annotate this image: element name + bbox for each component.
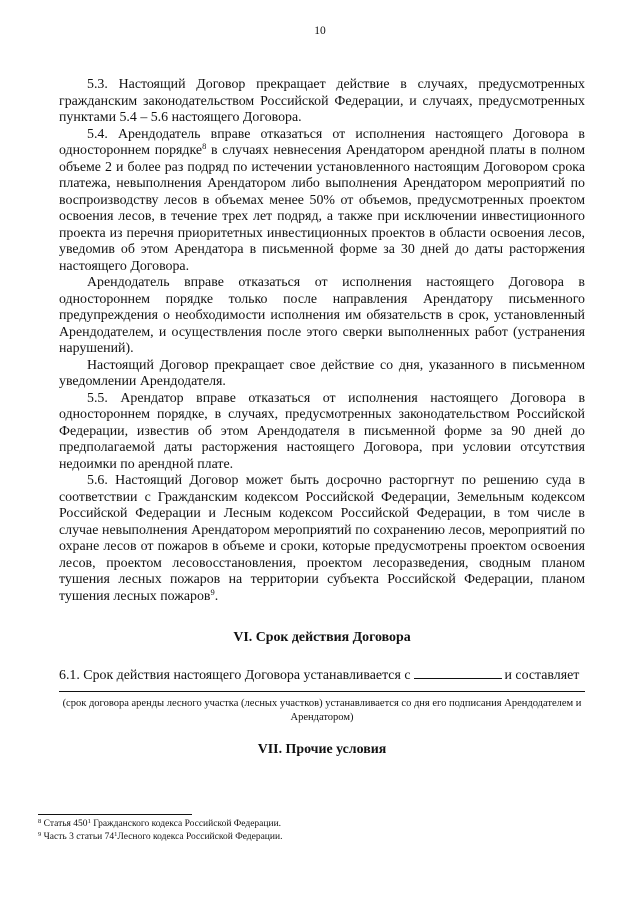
term-note: (срок договора аренды лесного участка (лесных участков) устанавливается со дня его подписания Арендодателем и Арендатором)	[62, 698, 582, 723]
footnote-text: Статья 450	[43, 819, 88, 829]
paragraph-text: 5.4. Арендодатель вправе отказаться от исполнения настоящего Договора в одностороннем порядке	[59, 126, 585, 158]
footnote-divider	[38, 814, 192, 815]
paragraph-5-5	[59, 391, 585, 474]
footnotes	[38, 818, 598, 844]
paragraph-5-3	[59, 77, 585, 127]
footnote-sup: 1	[87, 818, 91, 825]
clause-6-1	[59, 666, 585, 684]
paragraph-termination	[59, 358, 585, 391]
section-6-heading: VI. Срок действия Договора	[233, 630, 411, 645]
clause-6-1-start: 6.1. Срок действия настоящего Договора устанавливается с	[59, 668, 411, 683]
term-fill-line[interactable]	[59, 691, 585, 692]
paragraph-text: Настоящий Договор прекращает свое действие со дня, указанного в письменном уведомлении Арендодателя.	[59, 357, 585, 389]
footnote-text: Гражданского кодекса Российской Федерации.	[90, 819, 282, 829]
footnote-ref: 8	[202, 141, 207, 151]
footnote-text: Лесного кодекса Российской Федерации.	[117, 832, 283, 842]
paragraph-landlord-refusal	[59, 275, 585, 358]
footnote-text: Часть 3 статьи 74	[43, 832, 115, 842]
footnote-mark: 8	[38, 818, 42, 825]
footnote-ref: 9	[210, 586, 215, 597]
start-date-field[interactable]	[414, 666, 502, 679]
paragraph-text: 5.6. Настоящий Договор может быть досрочно расторгнут по решению суда в соответствии с Гражданским кодексом Российской Федерации, Земельным кодексом Российской Федерации и Лесным кодексом Российской Федерации, в том числе в случае невыполнения Арендатором мероприятий по сохранению лесов, мероприятий по охране лесов от пожаров в объеме и сроки, которые предусмотрены проектом освоения лесов, проектом лесовосстановления, проектом лесоразведения, сводным планом тушения лесных пожаров на территории субъекта Российской Федерации, планом тушения лесных пожаров	[59, 473, 585, 604]
document-body	[59, 77, 585, 605]
footnote-mark: 9	[38, 831, 42, 838]
footnote-9	[38, 831, 598, 844]
paragraph-5-6	[59, 473, 585, 605]
section-7-heading: VII. Прочие условия	[257, 742, 387, 757]
paragraph-text: Арендодатель вправе отказаться от исполнения настоящего Договора в одностороннем порядке только после направления Арендатору письменного предупреждения о необходимости исполнения им обязательств в срок, установленный Арендодателем, и осуществления после этого сверки выполненных работ (устранения нарушений).	[59, 275, 585, 356]
paragraph-text: в случаях невнесения Арендатором арендной платы в полном объеме 2 и более раз подряд по истечении установленного настоящим Договором срока платежа, невыполнения Арендатором либо выполнения Арендатором мероприятий по воспроизводству лесов в объемах менее 50% от объемов, предусмотренных проектом освоения лесов, в течение трех лет подряд, а также при исключении инвестиционного проекта из перечня приоритетных инвестиционных проектов в области освоения лесов, уведомив об этом Арендатора в письменной форме за 30 дней до даты расторжения настоящего Договора.	[59, 143, 585, 274]
footnote-8	[38, 818, 598, 831]
footnote-sup: 1	[114, 831, 118, 838]
clause-6-1-end: и составляет	[504, 668, 580, 683]
paragraph-5-4	[59, 127, 585, 276]
page-number: 10	[314, 25, 326, 37]
paragraph-text: 5.5. Арендатор вправе отказаться от исполнения настоящего Договора в одностороннем порядке, в случаях, предусмотренных законодательством Российской Федерации, известив об этом Арендодателя в письменной форме за 90 дней до предполагаемой даты расторжения настоящего Договора, при условии отсутствия недоимки по арендной плате.	[59, 390, 585, 472]
paragraph-text: .	[214, 588, 219, 604]
paragraph-text: 5.3. Настоящий Договор прекращает действие в случаях, предусмотренных гражданским законодательством Российской Федерации, и случаях, предусмотренных пунктами 5.4 – 5.6 настоящего Договора.	[59, 77, 585, 125]
